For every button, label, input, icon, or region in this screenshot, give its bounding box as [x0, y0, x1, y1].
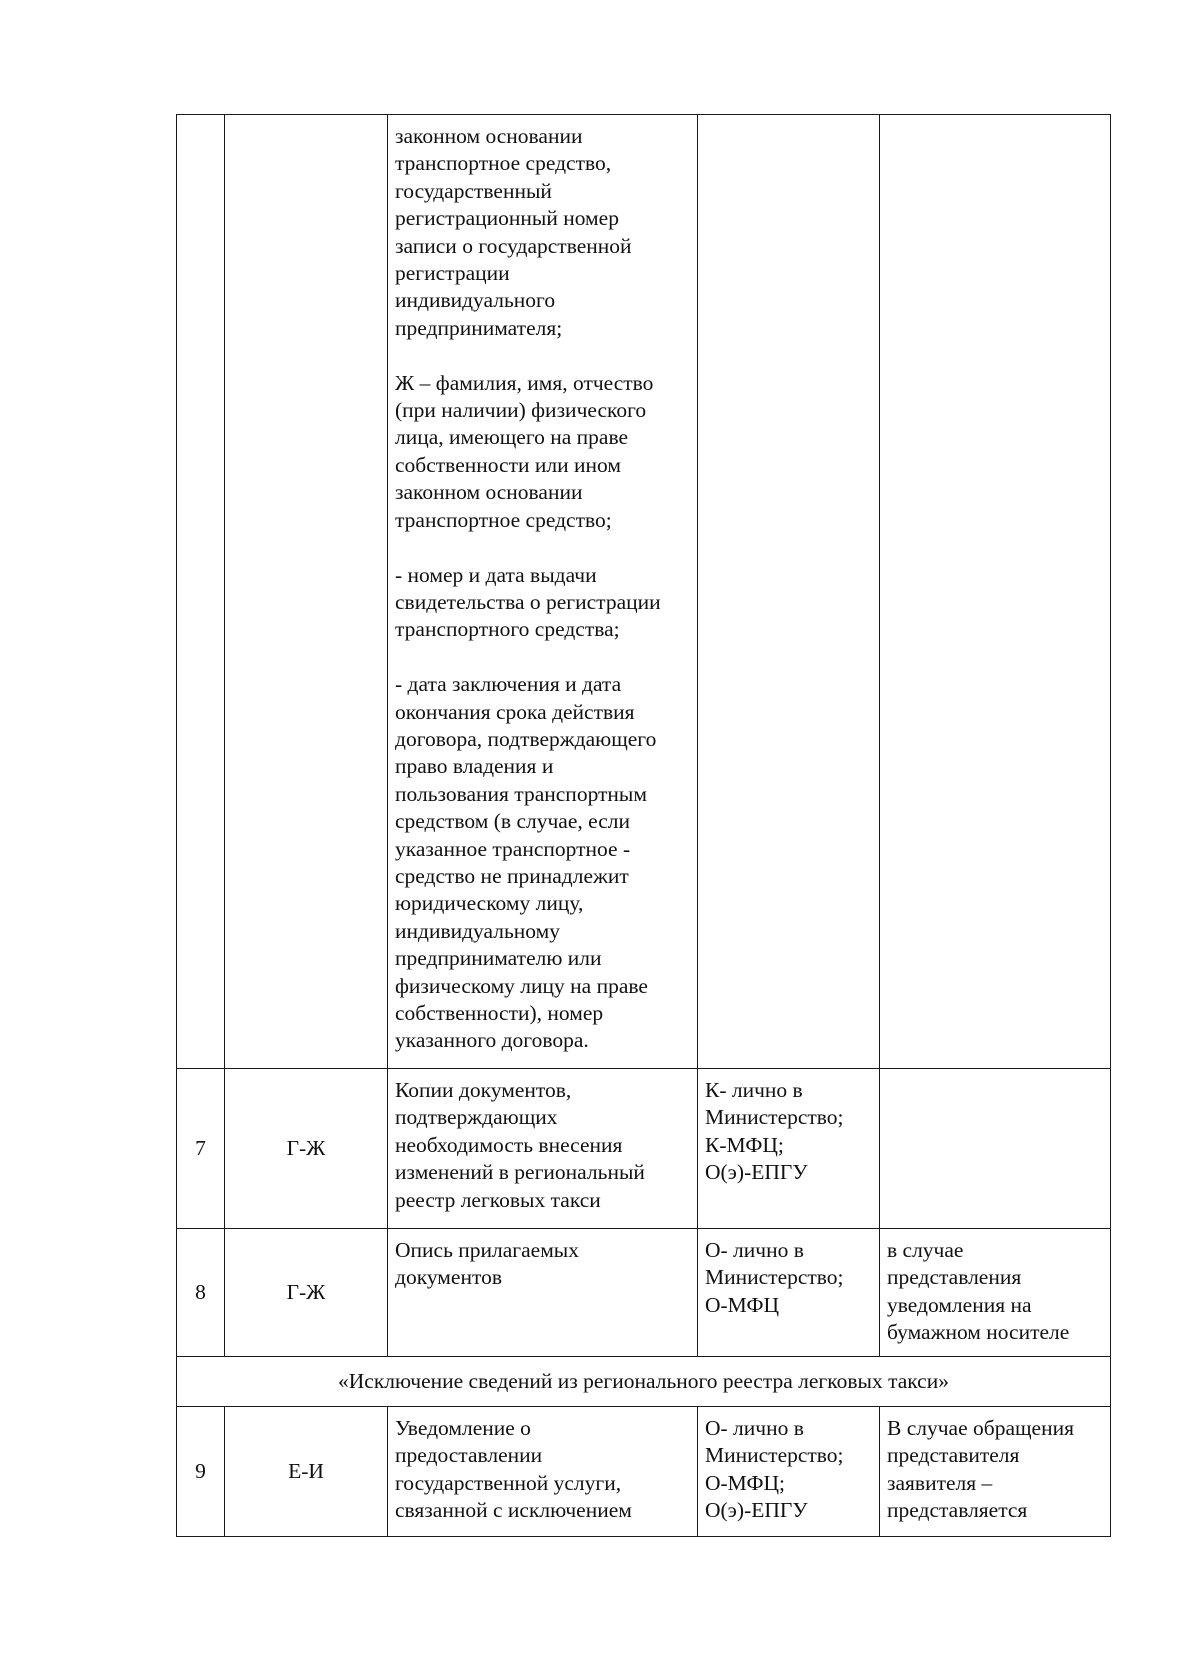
section-title: «Исключение сведений из регионального реестра легковых такси»: [177, 1357, 1111, 1407]
row-number-cell: 8: [177, 1229, 225, 1357]
row-note-cell: [880, 1069, 1111, 1229]
row-form-cell: О- лично в Министерство; О-МФЦ: [698, 1229, 880, 1357]
row-document-cell: Уведомление о предоставлении государственной услуги, связанной с исключением: [388, 1407, 698, 1537]
row-note-cell: В случае обращения представителя заявителя – представляется: [880, 1407, 1111, 1537]
row-document-cell: Копии документов, подтверждающих необходимость внесения изменений в региональный реестр легковых такси: [388, 1069, 698, 1229]
row-number-cell: 7: [177, 1069, 225, 1229]
row-form-cell: К- лично в Министерство; К-МФЦ; О(э)-ЕПГУ: [698, 1069, 880, 1229]
table-row-continuation: [177, 115, 1111, 1069]
table-row-8: [177, 1229, 1111, 1357]
section-title-row: [177, 1357, 1111, 1407]
documents-table: [176, 114, 1111, 1537]
row-form-cell: О- лично в Министерство; О-МФЦ; О(э)-ЕПГУ: [698, 1407, 880, 1537]
row-code-cell: [225, 115, 388, 1069]
row-number-cell: 9: [177, 1407, 225, 1537]
row-document-cell: [388, 115, 698, 1069]
document-description: законном основании транспортное средство, государственный регистрационный номер записи о государственной регистрации индивидуального предпринимателя; Ж – фамилия, имя, отчество (при наличии) физического лица, имеющего на праве собственности или ином законном основании транспортное средство; - номер и дата выдачи свидетельства о регистрации транспортного средства; - дата заключения и дата окончания срока действия договора, подтверждающего право владения и пользования транспортным средством (в случае, если указанное транспортное - средство не принадлежит юридическому лицу, индивидуальному предпринимателю или физическому лицу на праве собственности), номер указанного договора.: [395, 124, 661, 1053]
row-number-cell: [177, 115, 225, 1069]
row-note-cell: в случае представления уведомления на бумажном носителе: [880, 1229, 1111, 1357]
row-note-cell: [880, 115, 1111, 1069]
row-code-cell: Г-Ж: [225, 1229, 388, 1357]
row-document-cell: Опись прилагаемых документов: [388, 1229, 698, 1357]
row-code-cell: Е-И: [225, 1407, 388, 1537]
row-form-cell: [698, 115, 880, 1069]
row-code-cell: Г-Ж: [225, 1069, 388, 1229]
table-row-7: [177, 1069, 1111, 1229]
table-row-9: [177, 1407, 1111, 1537]
